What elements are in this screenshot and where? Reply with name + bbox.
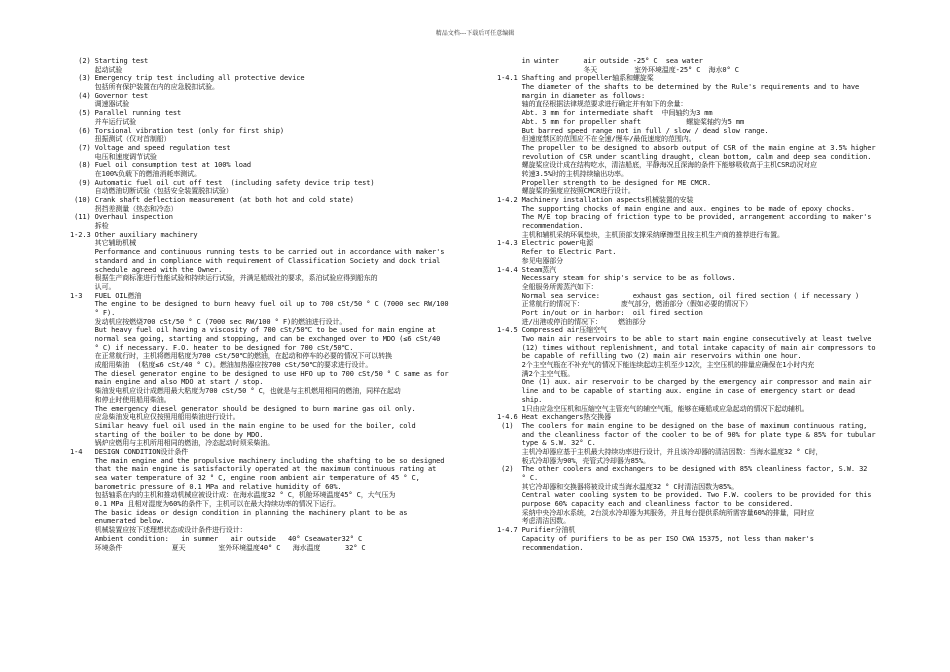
text-line: Propeller strength to be designed for ME CMCR. — [497, 178, 711, 187]
text-line: The engine to be designed to burn heavy fuel oil up to 700 cSt/50 ° C (7000 sec RW/100 — [70, 300, 449, 309]
text-line: Abt. 5 mm for propeller shaft 螺旋桨轴约为5 mm — [497, 117, 745, 126]
text-line: 主机和辅机采纳环氧垫块，主机顶部支撑采纳摩擦型且按主机生产商的推荐进行布置。 — [497, 230, 784, 239]
text-line: 根据生产商标准进行性能试验和持续运行试验，并满足船级社的要求，系泊试验应得到船东的 — [70, 274, 378, 283]
text-line: (7) Voltage and speed regulation test — [70, 143, 231, 152]
text-line: 主机冷却器应基于主机最大持续功率进行设计，并且该冷却器的清洁因数：当海水温度32 ° C时， — [497, 447, 823, 456]
text-line: (2) Starting test — [70, 57, 149, 65]
text-line: be capable of refilling two (2) main air reservoirs within one hour. — [497, 352, 802, 361]
text-line: margin in diameter as follows: — [497, 91, 646, 100]
text-line: 但速度禁区的范围应不在全速/慢车/最低速度的范围内。 — [497, 135, 696, 144]
text-line: Ambient condition: in summer air outside 40° Cseawater32° C — [70, 534, 363, 543]
text-line: purpose 60% capacity each and cleanliness factor to be considered. — [497, 500, 794, 509]
right-column — [497, 57, 917, 552]
text-line: The diesel generator engine to be designed to use HFO up to 700 cSt/50 ° C same as for — [70, 369, 449, 378]
text-line: ° C. — [497, 474, 539, 482]
text-line: main engine and also MDO at start / stop. — [70, 378, 264, 387]
text-line: 拆检 — [70, 222, 109, 231]
text-line: 调速器试验 — [70, 100, 130, 109]
page-header: 精品文档---下载后可任意编辑 — [435, 30, 515, 37]
text-line: 1-3 FUEL OIL燃油 — [70, 291, 142, 300]
text-line: 认可。 — [70, 282, 116, 291]
text-line: 1-4.4 Steam蒸汽 — [497, 265, 557, 274]
text-line: 参见电器部分 — [497, 256, 564, 265]
text-line: Abt. 3 mm for intermediate shaft 中间轴约为3 mm — [497, 109, 713, 118]
text-line: sea water temperature of 32 ° C, engine room ambient air temperature of 45 ° C, — [70, 474, 420, 482]
text-line: (6) Torsional vibration test (only for first ship) — [70, 126, 284, 135]
text-line: 并车运行试验 — [70, 117, 137, 126]
text-line: One (1) aux. air reservoir to be charged by the emergency air compressor and main air — [497, 378, 872, 387]
text-line: 螺旋桨应设计成在结构吃水，清洁船底，平静海况且深海的条件下能够吸收高于主机CSR动况对应 — [497, 161, 817, 170]
text-line: The supporting chocks of main engine and aux. engines to be made of epoxy chocks. — [497, 204, 855, 213]
text-line: 1-4.3 Electric power电源 — [497, 239, 594, 248]
text-line: 电压和速度调节试验 — [70, 152, 157, 161]
text-line: (8) Fuel oil consumption test at 100% load — [70, 161, 252, 170]
text-line: Refer to Electric Part. — [497, 248, 617, 257]
left-column — [70, 57, 480, 552]
text-line: 考虑清洁因数。 — [497, 517, 570, 526]
text-line: (12) times without replenishment, and total intake capacity of main air compressors to — [497, 343, 876, 352]
text-line: schedule agreed with the Owner. — [70, 265, 223, 274]
text-line: (2) The other coolers and exchangers to be designed with 85% cleanliness factor, S.W. 32 — [497, 465, 868, 474]
text-line: 转速3.5%时的主机持续输出功率。 — [497, 169, 628, 178]
text-line: type & S.W. 32° C. — [497, 439, 596, 448]
text-line: 应急柴油发电机应仅按照用船用柴油进行设计。 — [70, 413, 240, 422]
text-line: Central water cooling system to be provided. Two F.W. coolers to be provided for this — [497, 491, 872, 500]
text-line: 1-4.1 Shafting and propeller轴系和螺旋桨 — [497, 74, 654, 83]
text-line: normal sea going, starting and stopping, and can be exchanged over to MDO (≤6 cSt/40 — [70, 335, 441, 343]
text-line: 轴的直径根据法律规范要求进行确定并有如下的余量： — [497, 100, 688, 109]
text-line: ° C) if necessary. F.O. heater to be designed for 700 cSt/50℃. — [70, 343, 354, 352]
text-line: Two main air reservoirs to be able to start main engine consecutively at least twelve — [497, 335, 872, 343]
text-line: 包括所有保护装置在内的应急脱扣试验。 — [70, 83, 219, 92]
text-line: 其它辅助机械 — [70, 239, 137, 248]
text-line: (3) Emergency trip test including all protective device — [70, 74, 305, 83]
text-line: 进/出港或停泊的情况下： 燃油部分 — [497, 317, 646, 326]
text-line: 1-4.6 Heat exchangers热交换器 — [497, 413, 612, 422]
text-line: recommendation. — [497, 222, 584, 231]
text-line: 发动机应按燃烧700 cSt/50 ° C (7000 sec RW/100 ° F)的燃油进行设计。 — [70, 317, 347, 326]
text-line: Capacity of purifiers to be as per ISO CWA 15375, not less than maker's — [497, 534, 814, 543]
text-line: that the main engine is satisfactorily operated at the maximum continuous rating at — [70, 465, 437, 474]
text-line: (10) Crank shaft deflection measurement (at both hot and cold state) — [70, 196, 354, 204]
text-line: 1只由应急空压机和压缩空气主管充气的辅空气瓶，能够在瘫船或应急起动的情况下起动辅机。 — [497, 404, 809, 413]
text-line: 1-4.5 Compressed air压缩空气 — [497, 326, 607, 335]
text-line: 冬天 室外环境温度-25° C 海水0° C — [497, 65, 739, 74]
text-line: and the cleanliness factor of the cooler to be of 90% for plate type & 85% for tubular — [497, 430, 876, 439]
text-line: 拐挡差测量（热态和冷态） — [70, 204, 178, 213]
text-line: 其它冷却器和交换器将被设计成当海水温度32 ° C时清洁因数为85%。 — [497, 482, 739, 491]
text-line: 起动试验 — [70, 65, 123, 74]
text-line: 和停止时使用船用柴油。 — [70, 395, 171, 404]
text-line: (5) Parallel running test — [70, 109, 182, 118]
text-line: 1-4.2 Machinery installation aspects机械装置的安装 — [497, 196, 694, 204]
text-line: 0.1 MPa 且相对湿度为60%的条件下，主机可以在最大持续功率的情况下运行。 — [70, 500, 341, 509]
text-line: 螺旋桨的强度应按照CMCR进行设计。 — [497, 187, 635, 196]
text-line: revolution of CSR under scantling draught, clean bottom, calm and deep sea condition. — [497, 152, 872, 161]
text-line: barometric pressure of 0.1 MPa and relative humidity of 60%. — [70, 482, 342, 491]
text-line: 自动燃油切断试验（包括安全装置脱扣试验） — [70, 187, 233, 196]
text-line: 板式冷却器为90%，壳管式冷却器为85%。 — [497, 456, 650, 465]
text-line: (9) Automatic fuel oil cut off test (including safety device trip test) — [70, 178, 375, 187]
text-line: recommendation. — [497, 543, 584, 552]
text-line: (4) Governor test — [70, 91, 149, 100]
text-line: The basic ideas or design condition in planning the machinery plant to be as — [70, 508, 408, 517]
text-line: 满2个主空气瓶。 — [497, 369, 575, 378]
text-line: ° F). — [70, 308, 116, 317]
text-line: But barred speed range not in full / slow / dead slow range. — [497, 126, 769, 135]
text-line: 1-2.3 Other auxiliary machinery — [70, 230, 198, 239]
text-line: 柴油发电机应设计成燃用最大粘度为700 cSt/50 ° C，也就是与主机燃用相同的燃油，同样在起动 — [70, 387, 401, 396]
text-line: standard and in compliance with requirement of Classification Society and dock trial — [70, 256, 441, 265]
text-line: 在100%负载下的燃油消耗率测试。 — [70, 169, 201, 178]
text-line: 1-4 DESIGN CONDITION设计条件 — [70, 447, 189, 456]
text-line: But heavy fuel oil having a viscosity of 700 cSt/50℃ to be used for main engine at — [70, 326, 436, 335]
text-line: The propeller to be designed to absorb output of CSR of the main engine at 3.5% higher — [497, 143, 876, 152]
text-line: in winter air outside -25° C sea water — [497, 57, 703, 65]
text-line: (1) The coolers for main engine to be designed on the base of maximum continuous rating, — [497, 421, 868, 430]
text-line: 机械装置应按下述理想状态或设计条件进行设计： — [70, 526, 247, 535]
text-line: starting of the boiler to be done by MDO. — [70, 430, 264, 439]
text-line: Port in/out or in harbor: oil fired section — [497, 308, 703, 317]
text-line: 扭振测试（仅对首制船） — [70, 135, 171, 144]
text-line: Normal sea service: exhaust gas section, oil fired section ( if necessary ) — [497, 291, 860, 300]
text-line: The emergency diesel generator should be designed to burn marine gas oil only. — [70, 404, 416, 413]
text-line: Similar heavy fuel oil used in the main engine to be used for the boiler, cold — [70, 421, 416, 430]
text-line: Necessary steam for ship's service to be as follows. — [497, 274, 736, 283]
text-line: 全船服务所需蒸汽如下： — [497, 282, 598, 291]
text-line: 锅炉应燃用与主机所用相同的燃油，冷态起动时须采柴油。 — [70, 439, 275, 448]
text-line: The main engine and the propulsive machinery including the shafting to be so designed — [70, 456, 445, 465]
text-line: The M/E top bracing of friction type to be provided, arrangement according to maker's — [497, 213, 872, 222]
text-line: 1-4.7 Purifier分油机 — [497, 526, 576, 535]
text-line: enumerated below. — [70, 517, 165, 526]
text-line: 包括轴系在内的主机和推动机械应被设计成：在海水温度32 ° C，机舱环境温度45° C，大气压为 — [70, 491, 396, 500]
text-line: 环境条件 夏天 室外环境温度40° C 海水温度 32° C — [70, 543, 366, 552]
text-line: 2个主空气瓶在不补充气的情况下能连续起动主机至少12次，主空压机的排量应确保在1小时内充 — [497, 361, 815, 370]
text-line: 在正常航行时，主机将燃用粘度为700 cSt/50℃的燃油，在起动和停车的必要的情况下可以转换 — [70, 352, 392, 361]
text-line: 采纳中央冷却水系统，2台淡水冷却器为其服务，并且每台提供系统所需容量60%的排量，同时应 — [497, 508, 815, 517]
text-line: The diameter of the shafts to be determined by the Rule's requirements and to have — [497, 83, 860, 92]
text-line: Performance and continuous running tests to be carried out in accordance with maker's — [70, 248, 445, 257]
text-line: line and to be capable of starting aux. engine in case of emergency start or dead — [497, 387, 855, 396]
text-line: 成船用柴油 (粘度≤6 cSt/40 ° C)。燃油加热器应按700 cSt/50℃的要求进行设计。 — [70, 361, 373, 370]
text-line: (11) Overhaul inspection — [70, 213, 173, 222]
text-line: 正常航行的情况下： 废气部分，燃油部分（假如必要的情况下） — [497, 300, 752, 309]
text-line: ship. — [497, 395, 543, 404]
